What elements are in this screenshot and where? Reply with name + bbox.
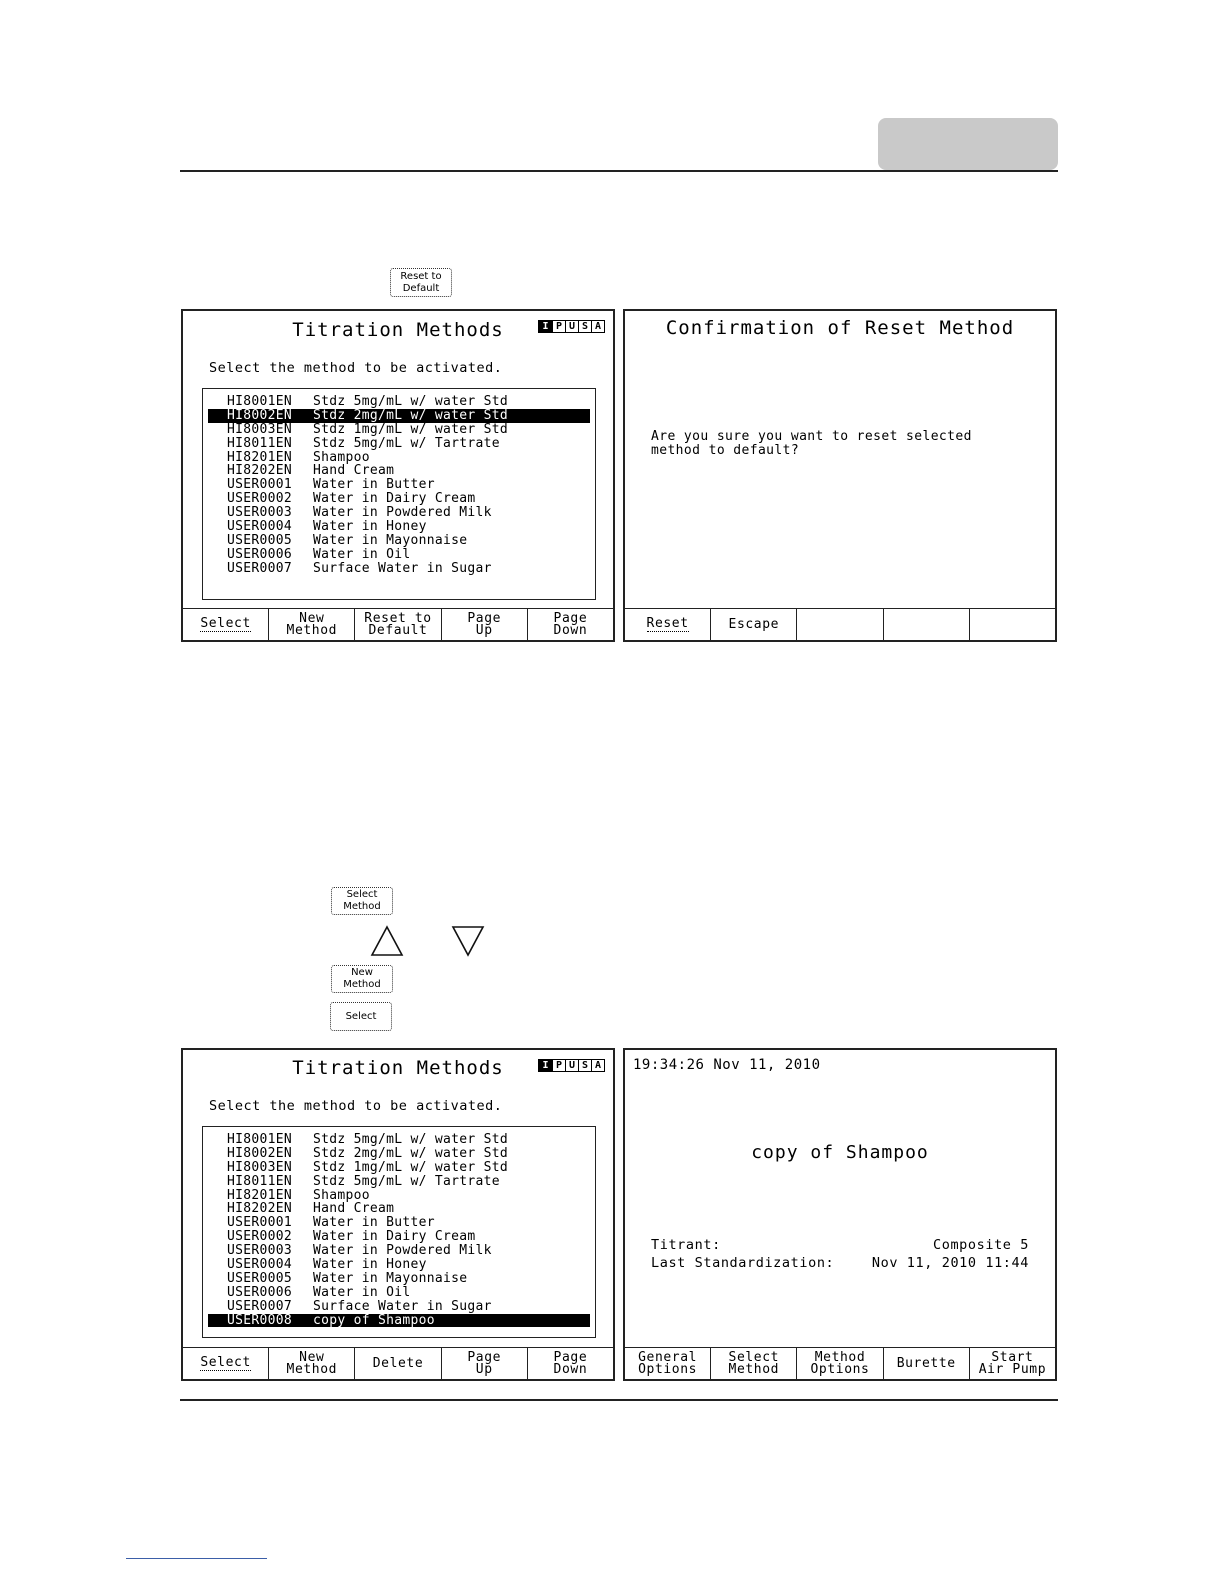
- softkey-bar: [183, 1347, 613, 1379]
- last-standardization-label: Last Standardization:: [651, 1255, 835, 1271]
- footer-rule: [180, 1399, 1058, 1401]
- method-code: USER0003: [227, 1243, 293, 1259]
- active-method-name: copy of Shampoo: [751, 1142, 929, 1163]
- method-name: Stdz 5mg/mL w/ Tartrate: [313, 1173, 500, 1189]
- method-options-softkey[interactable]: Method Options: [796, 1348, 882, 1379]
- method-list: [202, 1126, 596, 1338]
- select-softkey[interactable]: [183, 1348, 268, 1379]
- method-name: Water in Dairy Cream: [313, 1229, 476, 1245]
- method-code: HI8201EN: [227, 449, 293, 465]
- select-method-softkey[interactable]: Select Method: [710, 1348, 796, 1379]
- method-name: copy of Shampoo: [313, 1312, 435, 1328]
- last-standardization-value: Nov 11, 2010 11:44: [871, 1255, 1029, 1271]
- method-row[interactable]: [208, 1189, 590, 1203]
- up-arrow-icon: [370, 925, 404, 957]
- reset-softkey[interactable]: [625, 609, 710, 640]
- method-code: HI8003EN: [227, 1159, 293, 1175]
- delete-softkey[interactable]: Delete: [354, 1348, 440, 1379]
- new-method-softkey[interactable]: New Method: [268, 1348, 354, 1379]
- method-code: USER0007: [227, 560, 293, 576]
- method-row[interactable]: [208, 1272, 590, 1286]
- confirmation-screen: [623, 309, 1057, 642]
- method-row[interactable]: [208, 478, 590, 492]
- method-name: Surface Water in Sugar: [313, 560, 492, 576]
- indicator-u: U: [565, 1060, 578, 1071]
- method-row[interactable]: [208, 520, 590, 534]
- method-name: Water in Honey: [313, 1257, 427, 1273]
- general-options-softkey[interactable]: General Options: [638, 1349, 698, 1377]
- titrant-label: Titrant:: [651, 1237, 721, 1253]
- indicator-u: U: [565, 321, 578, 332]
- method-row[interactable]: [208, 1216, 590, 1230]
- screen-title: Titration Methods: [292, 1057, 504, 1079]
- method-name: Stdz 5mg/mL w/ water Std: [313, 394, 509, 409]
- method-row[interactable]: [208, 1286, 590, 1300]
- method-row-selected[interactable]: [208, 1314, 590, 1328]
- escape-softkey[interactable]: Escape: [710, 609, 796, 640]
- method-row[interactable]: [208, 1175, 590, 1189]
- method-name: Water in Mayonnaise: [313, 1270, 468, 1286]
- method-row[interactable]: [208, 1133, 590, 1147]
- method-row[interactable]: [208, 1230, 590, 1244]
- start-air-pump-softkey[interactable]: Start Air Pump: [969, 1348, 1055, 1379]
- method-code: USER0001: [227, 477, 293, 493]
- empty-softkey-3[interactable]: [796, 609, 882, 640]
- method-code: HI8002EN: [227, 1145, 293, 1161]
- softkey-label: Select: [200, 1354, 251, 1370]
- page-down-softkey[interactable]: Page Down: [527, 1348, 613, 1379]
- indicator-i: I: [539, 321, 552, 332]
- method-name: Water in Oil: [313, 1284, 411, 1300]
- method-row[interactable]: [208, 437, 590, 451]
- method-code: HI8003EN: [227, 421, 293, 437]
- method-row[interactable]: [208, 562, 590, 576]
- titration-methods-screen-1: [181, 309, 615, 642]
- method-name: Water in Butter: [313, 1215, 435, 1231]
- method-code: HI8001EN: [227, 394, 293, 409]
- empty-softkey-5[interactable]: [969, 609, 1055, 640]
- page-down-softkey[interactable]: Page Down: [527, 609, 613, 640]
- select-method-key: Select Method: [331, 887, 393, 915]
- method-name: Water in Dairy Cream: [313, 491, 476, 507]
- indicator-i: I: [539, 1060, 552, 1071]
- screen-title: Titration Methods: [292, 319, 504, 341]
- method-name: Shampoo: [313, 1187, 370, 1203]
- titrant-value: Composite 5: [932, 1237, 1029, 1253]
- method-name: Stdz 2mg/mL w/ water Std: [313, 1145, 509, 1161]
- method-code: USER0005: [227, 532, 293, 548]
- method-list: [202, 388, 596, 600]
- method-code: USER0001: [227, 1215, 293, 1231]
- method-row[interactable]: [208, 492, 590, 506]
- method-name: Shampoo: [313, 449, 370, 465]
- indicator-a: A: [591, 321, 604, 332]
- method-name: Stdz 1mg/mL w/ water Std: [313, 421, 509, 437]
- method-row[interactable]: [208, 451, 590, 465]
- method-name: Water in Mayonnaise: [313, 532, 468, 548]
- empty-softkey-4[interactable]: [883, 609, 969, 640]
- indicator-s: S: [578, 321, 591, 332]
- titration-methods-screen-2: [181, 1048, 615, 1381]
- method-code: USER0006: [227, 546, 293, 562]
- method-name: Hand Cream: [313, 1201, 395, 1217]
- softkey-label: Reset: [646, 615, 689, 631]
- method-name: Stdz 5mg/mL w/ Tartrate: [313, 435, 500, 451]
- indicator-p: P: [552, 321, 565, 332]
- method-name: Surface Water in Sugar: [313, 1298, 492, 1314]
- indicator-s: S: [578, 1060, 591, 1071]
- burette-softkey[interactable]: Burette: [883, 1348, 969, 1379]
- softkey-label: Select: [200, 615, 251, 631]
- mode-indicator: [538, 320, 605, 333]
- method-name: Water in Butter: [313, 477, 435, 493]
- new-method-softkey[interactable]: New Method: [268, 609, 354, 640]
- method-name: Stdz 5mg/mL w/ water Std: [313, 1132, 509, 1147]
- last-standardization-row: [651, 1255, 1029, 1271]
- method-name: Water in Powdered Milk: [313, 1243, 492, 1259]
- method-name: Stdz 1mg/mL w/ water Std: [313, 1159, 509, 1175]
- method-row[interactable]: [208, 534, 590, 548]
- indicator-a: A: [591, 1060, 604, 1071]
- method-code: USER0004: [227, 519, 293, 535]
- method-code: HI8002EN: [227, 407, 293, 423]
- header-tab: [878, 118, 1058, 170]
- new-method-key: New Method: [331, 965, 393, 993]
- softkey-bar: [625, 608, 1055, 640]
- method-code: HI8011EN: [227, 1173, 293, 1189]
- select-key: Select: [330, 1002, 392, 1031]
- method-row[interactable]: [208, 1202, 590, 1216]
- method-row[interactable]: [208, 1300, 590, 1314]
- method-code: USER0007: [227, 1298, 293, 1314]
- method-row[interactable]: [208, 506, 590, 520]
- method-code: USER0005: [227, 1270, 293, 1286]
- method-code: USER0006: [227, 1284, 293, 1300]
- method-name: Stdz 2mg/mL w/ water Std: [313, 407, 509, 423]
- select-softkey[interactable]: [183, 609, 268, 640]
- method-row[interactable]: [208, 548, 590, 562]
- method-name: Hand Cream: [313, 463, 395, 479]
- down-arrow-icon: [451, 925, 485, 957]
- reset-to-default-key: Reset to Default: [390, 268, 452, 297]
- method-code: USER0008: [227, 1312, 293, 1328]
- page-up-softkey[interactable]: Page Up: [441, 609, 527, 640]
- method-code: HI8202EN: [227, 463, 293, 479]
- header-rule: [180, 170, 1058, 172]
- method-row[interactable]: [208, 395, 590, 409]
- screen-subtitle: Select the method to be activated.: [209, 360, 503, 376]
- softkey-bar: [625, 1347, 1055, 1379]
- method-code: USER0003: [227, 505, 293, 521]
- method-row-selected[interactable]: [208, 409, 590, 423]
- method-row[interactable]: [208, 1147, 590, 1161]
- date-time: 19:34:26 Nov 11, 2010: [633, 1057, 821, 1073]
- softkey-bar: [183, 608, 613, 640]
- mode-indicator: [538, 1059, 605, 1072]
- screen-subtitle: Select the method to be activated.: [209, 1098, 503, 1114]
- method-code: USER0002: [227, 491, 293, 507]
- screen-title: Confirmation of Reset Method: [665, 317, 1015, 339]
- method-name: Water in Honey: [313, 519, 427, 535]
- method-code: HI8202EN: [227, 1201, 293, 1217]
- method-code: USER0004: [227, 1257, 293, 1273]
- method-name: Water in Powdered Milk: [313, 505, 492, 521]
- footer-link-underline: [126, 1558, 267, 1559]
- reset-to-default-softkey[interactable]: Reset to Default: [354, 609, 440, 640]
- method-code: HI8001EN: [227, 1132, 293, 1147]
- method-code: HI8201EN: [227, 1187, 293, 1203]
- method-row[interactable]: [208, 1161, 590, 1175]
- confirmation-message: Are you sure you want to reset selected method to default?: [651, 429, 972, 458]
- method-name: Water in Oil: [313, 546, 411, 562]
- method-row[interactable]: [208, 423, 590, 437]
- page-up-softkey[interactable]: Page Up: [441, 1348, 527, 1379]
- titrant-row: [651, 1237, 1029, 1253]
- method-code: HI8011EN: [227, 435, 293, 451]
- method-row[interactable]: [208, 464, 590, 478]
- main-screen: [623, 1048, 1057, 1381]
- method-row[interactable]: [208, 1244, 590, 1258]
- method-row[interactable]: [208, 1258, 590, 1272]
- method-code: USER0002: [227, 1229, 293, 1245]
- indicator-p: P: [552, 1060, 565, 1071]
